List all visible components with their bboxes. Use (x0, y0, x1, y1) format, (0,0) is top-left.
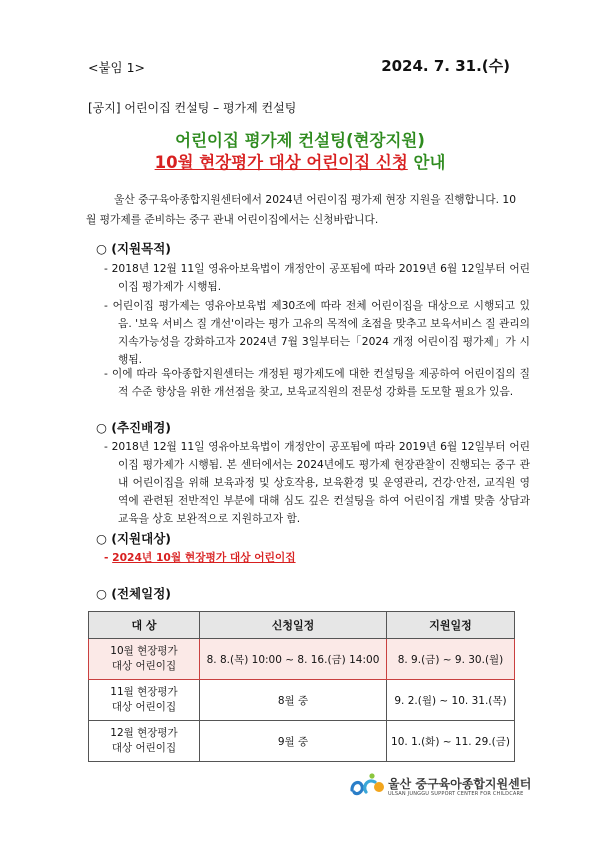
target-prefix: - (104, 551, 113, 564)
row-target (89, 721, 200, 762)
title-line1: 어린이집 평가제 컨설팅(현장지원) (175, 131, 425, 150)
table-row (89, 721, 515, 762)
table-row (89, 639, 515, 680)
header-target: 대 상 (89, 612, 200, 639)
row-apply: 8월 중 (200, 680, 387, 721)
row-target (89, 639, 200, 680)
table-header-row (89, 612, 515, 639)
schedule-table (88, 611, 515, 762)
center-logo-icon (348, 770, 386, 804)
title-line2 (0, 149, 600, 173)
document-date: 2024. 7. 31.(수) (381, 57, 510, 75)
background-item-1: - 2018년 12월 11일 영유아보육법이 개정안이 공포됨에 따라 2019년 6월 12일부터 어린이집 평가제가 시행됨. 본 센터에서는 2024년에도 평가제 현장관찰이 진행되는 중구 관내 어린이집을 위해 보육과정 및 상호작용, 보육환경 및 운영관리, 건강·안전, 교직원 영역에 관련된 전반적인 부분에 대해 심도 깊은 컨설팅을 하여 어린이집 개별 맞춤 상담과 교육을 상호 보완적으로 지원하고자 함. (104, 440, 530, 525)
title-line2-suffix: 안내 (407, 153, 446, 172)
intro-paragraph: 울산 중구육아종합지원센터에서 2024년 어린이집 평가제 현장 지원을 진행합니다. 10월 평가제를 준비하는 중구 관내 어린이집에서는 신청바랍니다. (86, 193, 516, 226)
notice-label: [공지] 어린이집 컨설팅 – 평가제 컨설팅 (88, 101, 297, 115)
row-apply: 8. 8.(목) 10:00 ~ 8. 16.(금) 14:00 (200, 639, 387, 680)
target-item (104, 549, 530, 567)
row-target-line2: 대상 어린이집 (111, 701, 177, 713)
header-support: 지원일정 (387, 612, 515, 639)
row-target-line1: 12월 현장평가 (110, 727, 178, 739)
section-heading-schedule: ○ (전체일정) (96, 586, 171, 601)
center-logo-subtitle: ULSAN JUNGGU SUPPORT CENTER FOR CHILDCARE (388, 791, 524, 797)
row-target-line2: 대상 어린이집 (111, 660, 177, 672)
title-line2-highlight: 10월 현장평가 대상 어린이집 신청 (154, 153, 408, 172)
row-support: 10. 1.(화) ~ 11. 29.(금) (387, 721, 515, 762)
purpose-item-1: - 2018년 12월 11일 영유아보육법이 개정안이 공포됨에 따라 2019년 6월 12일부터 어린이집 평가제가 시행됨. (104, 262, 530, 293)
purpose-item-3: - 이에 따라 육아종합지원센터는 개정된 평가제도에 대한 컨설팅을 제공하여 어린이집의 질적 수준 향상을 위한 개선점을 찾고, 보육교직원의 전문성 강화를 도모할 필요가 있음. (104, 367, 530, 398)
row-apply: 9월 중 (200, 721, 387, 762)
row-support: 8. 9.(금) ~ 9. 30.(월) (387, 639, 515, 680)
target-text: 2024년 10월 현장평가 대상 어린이집 (112, 551, 296, 564)
center-logo-name: 울산 중구육아종합지원센터 (388, 777, 532, 791)
attachment-label: <붙임 1> (88, 60, 146, 75)
row-target (89, 680, 200, 721)
section-heading-purpose: ○ (지원목적) (96, 241, 171, 256)
table-row (89, 680, 515, 721)
row-support: 9. 2.(월) ~ 10. 31.(목) (387, 680, 515, 721)
purpose-item-2: - 어린이집 평가제는 영유아보육법 제30조에 따라 전체 어린이집을 대상으로 시행되고 있음. '보육 서비스 질 개선'이라는 평가 고유의 목적에 초점을 맞추고 보육서비스 질 관리의 지속가능성을 강화하고자 2024년 7월 3일부터는「2024 개정 어린이집 평가제」가 시행됨. (104, 299, 530, 366)
row-target-line1: 11월 현장평가 (110, 686, 178, 698)
section-heading-target: ○ (지원대상) (96, 531, 171, 546)
section-heading-background: ○ (추진배경) (96, 420, 171, 435)
row-target-line1: 10월 현장평가 (110, 645, 178, 657)
row-target-line2: 대상 어린이집 (111, 742, 177, 754)
header-apply: 신청일정 (200, 612, 387, 639)
